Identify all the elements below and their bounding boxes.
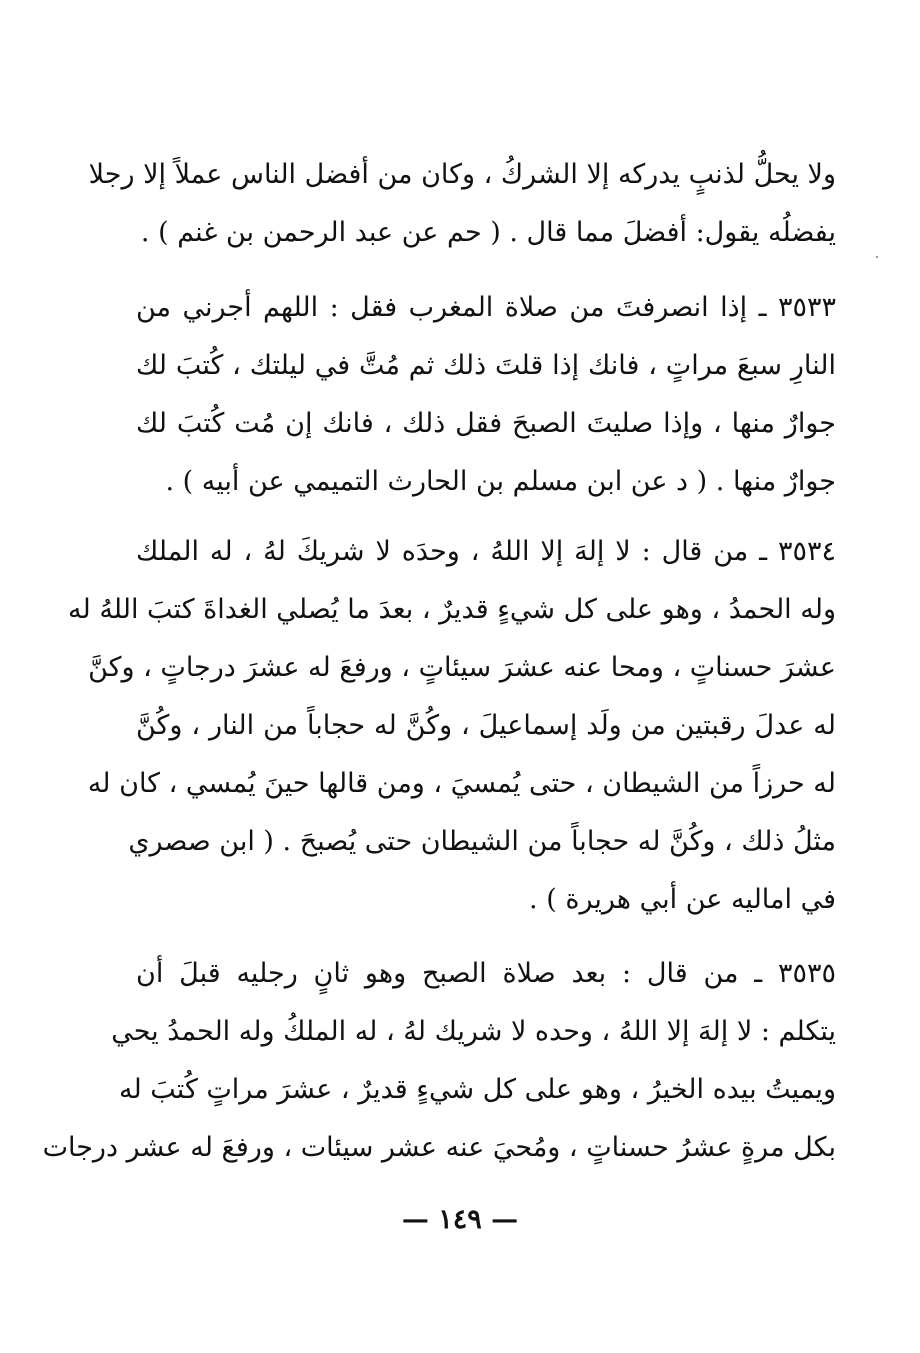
paragraph-hadith-continuation — [88, 146, 836, 262]
text-line: ٣٥٣٤ ـ من قال : لا إلهَ إلا اللهُ ، وحدَه لا شريكَ لهُ ، له الملك — [136, 536, 836, 567]
paragraph-hadith-3533 — [136, 279, 836, 511]
paragraph-hadith-3535 — [42, 945, 836, 1177]
text-line: له عدلَ رقبتين من ولَد إسماعيلَ ، وكُنَّ له حجاباً من النار ، وكُنَّ — [136, 710, 836, 741]
text-line: عشرَ حسناتٍ ، ومحا عنه عشرَ سيئاتٍ ، ورفعَ له عشرَ درجاتٍ ، وكنَّ — [88, 652, 836, 683]
text-line: ولا يحلُّ لذنبٍ يدركه إلا الشركُ ، وكان من أفضل الناس عملاً إلا رجلا — [88, 159, 836, 190]
text-line: بكل مرةٍ عشرُ حسناتٍ ، ومُحيَ عنه عشر سيئات ، ورفعَ له عشر درجات — [42, 1132, 836, 1163]
paragraph-hadith-3534 — [68, 523, 836, 929]
page-number: — ١٤٩ — — [401, 1204, 519, 1235]
text-line: ٣٥٣٥ ـ من قال : بعد صلاة الصبح وهو ثانٍ رجليه قبلَ أن — [136, 958, 836, 989]
text-line: جوارٌ منها ، وإذا صليتَ الصبحَ فقل ذلك ، فانك إن مُت كُتبَ لك — [136, 408, 836, 439]
text-line: مثلُ ذلك ، وكُنَّ له حجاباً من الشيطان حتى يُصبحَ . ( ابن صصري — [128, 826, 836, 857]
text-line: ٣٥٣٣ ـ إذا انصرفتَ من صلاة المغرب فقل : اللهم أجرني من — [136, 292, 836, 323]
text-line: يفضلُه يقول: أفضلَ مما قال . ( حم عن عبد الرحمن بن غنم ) . — [140, 217, 836, 248]
margin-dot — [876, 256, 878, 258]
text-line: ويميتُ بيده الخيرُ ، وهو على كل شيءٍ قديرٌ ، عشرَ مراتٍ كُتبَ له — [119, 1074, 836, 1105]
text-line: النارِ سبعَ مراتٍ ، فانك إذا قلتَ ذلك ثم مُتَّ في ليلتك ، كُتبَ لك — [136, 350, 836, 381]
text-line: في اماليه عن أبي هريرة ) . — [529, 884, 836, 915]
text-line: يتكلم : لا إلهَ إلا اللهُ ، وحده لا شريك لهُ ، له الملكُ وله الحمدُ يحي — [111, 1016, 836, 1047]
text-line: وله الحمدُ ، وهو على كل شيءٍ قديرٌ ، بعدَ ما يُصلي الغداةَ كتبَ اللهُ له — [68, 594, 836, 625]
text-line: جوارٌ منها . ( د عن ابن مسلم بن الحارث التميمي عن أبيه ) . — [165, 466, 836, 497]
text-line: له حرزاً من الشيطان ، حتى يُمسيَ ، ومن قالها حينَ يُمسي ، كان له — [87, 768, 836, 799]
